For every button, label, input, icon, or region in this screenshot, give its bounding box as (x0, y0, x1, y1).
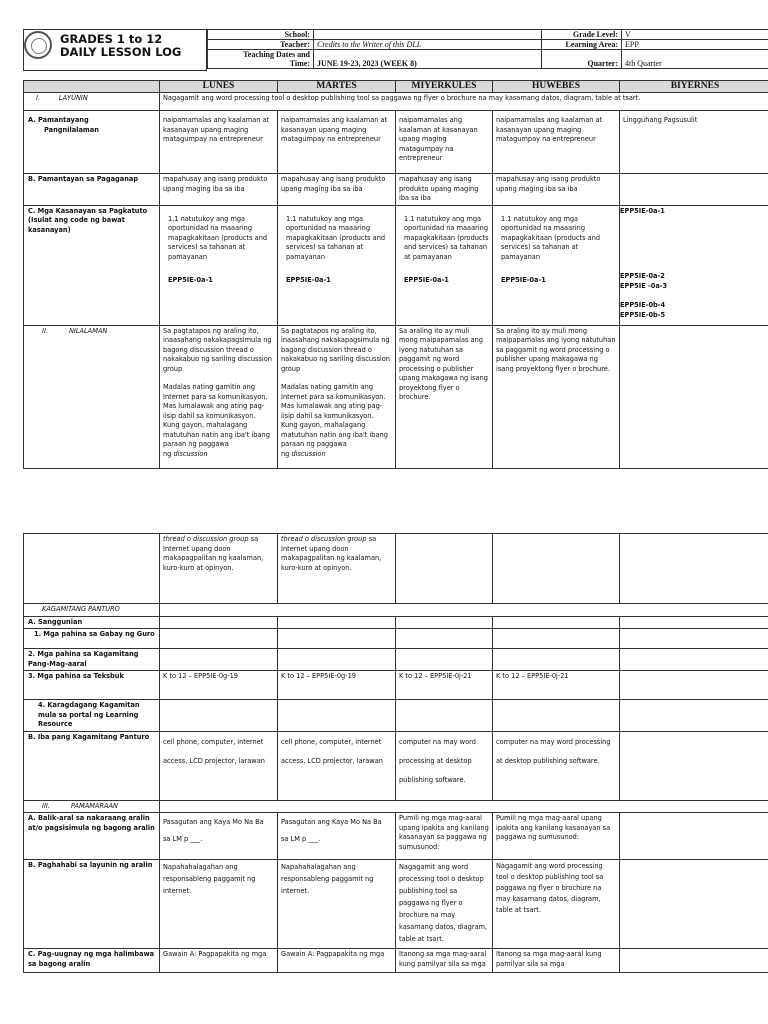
iba-martes-line-2: access, LCD projector, larawan (281, 756, 383, 765)
kasanayan-code-biyernes-2: EPP5IE-0a-2 (620, 272, 665, 280)
kpm-huwebes (493, 649, 620, 671)
teksbuk-row (24, 671, 768, 700)
cont-lunes-italic: thread o discussion group (163, 535, 249, 543)
nilalaman-martes-p3a: ng (281, 449, 292, 458)
school-label: School: (208, 30, 314, 40)
balik-aral-label: A. Balik-aral sa nakaraang aralin at/o pagsisimula ng bagong aralin (24, 813, 160, 860)
grade-level-value: V (622, 30, 768, 40)
gabay-row (24, 629, 768, 649)
nilalaman-lunes-p3a: ng (163, 449, 174, 458)
iba-pang-kagamitan-label: B. Iba pang Kagamitang Panturo (24, 731, 160, 800)
pamantayang-pangnilalaman-label-line-2: Pangnilalaman (44, 125, 99, 134)
day-header-miyerkules: MIYERKULES (396, 81, 493, 93)
school-value (314, 30, 542, 40)
quarter-value: 4th Quarter (622, 50, 768, 69)
pamantayan-sa-pagaganap-lunes: mapahusay ang isang produkto upang maging iba sa iba (160, 174, 278, 206)
kasanayan-code-miyerkules: EPP5IE-0a-1 (404, 276, 449, 284)
sanggunian-miyerkules (396, 616, 493, 629)
iba-huwebes-line-1: computer na may word processing (496, 737, 611, 746)
pag-uugnay-huwebes: Itanong sa mga mag-aaral kung pamilyar sila sa mga (493, 949, 620, 973)
deped-seal-logo (24, 31, 52, 59)
mga-kasanayan-miyerkules (396, 205, 493, 325)
mga-kasanayan-lunes (160, 205, 278, 325)
pag-uugnay-label: C. Pag-uugnay ng mga halimbawa sa bagong aralin (24, 949, 160, 973)
nilalaman-continued-miyerkules (396, 534, 493, 604)
nilalaman-huwebes: Sa araling ito ay muli mong maipapamalas ang iyong natutuhan sa paggamit ng word processing o publisher upang makagawa ng isang proyektong flyer o brochure. (493, 325, 620, 468)
pamantayan-sa-pagaganap-biyernes (620, 174, 768, 206)
nilalaman-lunes (160, 325, 278, 468)
balik-aral-martes (278, 813, 396, 860)
kasanayan-code-biyernes-4: EPP5IE-0b-4 (620, 301, 666, 309)
title-line-1: GRADES 1 to 12 (60, 32, 163, 46)
pamantayang-pangnilalaman-huwebes: naipamamalas ang kaalaman at kasanayan upang maging matagumpay na entrepreneur (493, 111, 620, 174)
mga-kasanayan-biyernes (620, 205, 768, 325)
teksbuk-martes: K to 12 – EPP5IE-0g-19 (278, 671, 396, 700)
mga-kasanayan-martes (278, 205, 396, 325)
kpm-miyerkules (396, 649, 493, 671)
sanggunian-martes (278, 616, 396, 629)
kasanayan-code-martes: EPP5IE-0a-1 (286, 276, 331, 284)
teaching-dates-value: JUNE 19-23, 2023 (WEEK 8) (314, 50, 542, 69)
iba-pang-kagamitan-lunes (160, 731, 278, 800)
pamantayang-pangnilalaman-label-line-1: A. Pamantayang (28, 116, 89, 124)
gabay-miyerkules (396, 629, 493, 649)
iba-miyerkules-line-1: computer na may word (399, 737, 476, 746)
day-header-biyernes: BIYERNES (620, 81, 768, 93)
layunin-row (24, 93, 768, 111)
nilalaman-martes (278, 325, 396, 468)
teksbuk-huwebes: K to 12 – EPP5IE-0j-21 (493, 671, 620, 700)
learning-area-value: EPP (622, 40, 768, 50)
nilalaman-label: II. NILALAMAN (24, 325, 160, 468)
iba-lunes-line-1: cell phone, computer, internet (163, 737, 264, 746)
kasanayan-text-huwebes: 1.1 natutukoy ang mga oportunidad na maaaring mapagkakitaan (products and services) sa tahanan at pamayanan (501, 214, 601, 261)
mga-kasanayan-row (24, 205, 768, 325)
balik-aral-miyerkules: Pumili ng mga mag-aaral upang ipakita ang kanilang kasanayan sa paggawa ng sumusunod: (396, 813, 493, 860)
pamantayan-sa-pagaganap-martes: mapahusay ang isang produkto upang maging iba sa iba (278, 174, 396, 206)
paghahabi-label: B. Paghahabi sa layunin ng aralin (24, 860, 160, 949)
document-title (60, 33, 181, 59)
paghahabi-huwebes: Nagagamit ang word processing tool o desktop publishing tool sa paggawa ng flyer o brochure na may kasamang datos, diagram, table at tsart. (493, 860, 620, 949)
pag-uugnay-row (24, 949, 768, 973)
kk-martes (278, 700, 396, 732)
kpm-biyernes (620, 649, 768, 671)
teacher-value: Credits to the Writer of this DLL (314, 40, 542, 50)
day-header-row (24, 81, 768, 93)
day-header-martes: MARTES (278, 81, 396, 93)
iba-huwebes-line-2: at desktop publishing software. (496, 756, 600, 765)
sanggunian-label: A. Sanggunian (24, 616, 160, 629)
mga-kasanayan-huwebes (493, 205, 620, 325)
pamantayang-pangnilalaman-lunes: naipamamalas ang kaalaman at kasanayan upang maging matagumpay na entrepreneur (160, 111, 278, 174)
paghahabi-lunes: Napahahalagahan ang responsableng paggamit ng internet. (160, 860, 278, 949)
pamantayang-pangnilalaman-label (24, 111, 160, 174)
nilalaman-lunes-p3b: discussion (173, 449, 208, 458)
quarter-label: Quarter: (542, 50, 622, 69)
iba-miyerkules-line-3: publishing software. (399, 775, 466, 784)
paghahabi-miyerkules: Nagagamit ang word processing tool o desktop publishing tool sa paggawa ng flyer o brochure na may kasamang datos, diagram, table at tsart. (396, 860, 493, 949)
mga-kasanayan-label: C. Mga Kasanayan sa Pagkatuto (Isulat ang code ng bawat kasanayan) (24, 205, 160, 325)
iba-pang-kagamitan-huwebes (493, 731, 620, 800)
kasanayan-text-lunes: 1.1 natutukoy ang mga oportunidad na maaaring mapagkakitaan (products and services) sa tahanan at pamayanan (168, 214, 268, 261)
pamantayan-sa-pagaganap-miyerkules: mapahusay ang isang produkto upang maging iba sa iba (396, 174, 493, 206)
teaching-dates-label (208, 50, 314, 69)
paghahabi-row (24, 860, 768, 949)
pag-uugnay-lunes: Gawain A: Pagpapakita ng mga (160, 949, 278, 973)
iba-miyerkules-line-2: processing at desktop (399, 756, 472, 765)
pamantayang-pangnilalaman-miyerkules: naipamamalas ang kaalaman at kasanayan upang maging matagumpay na entrepreneur (396, 111, 493, 174)
nilalaman-martes-p3b: discussion (291, 449, 326, 458)
kasanayan-code-biyernes-3: EPP5IE -0a-3 (620, 281, 668, 290)
kagamitang-panturo-label: KAGAMITANG PANTURO (24, 604, 160, 617)
kagamitang-panturo-span (160, 604, 768, 617)
iba-martes-line-1: cell phone, computer, internet (281, 737, 382, 746)
sanggunian-lunes (160, 616, 278, 629)
balik-aral-biyernes (620, 813, 768, 860)
kk-biyernes (620, 700, 768, 732)
nilalaman-martes-p1: Sa pagtatapos ng araling ito, inaasahang nakakapagsimula ng bagong discussion thread o nakakabuo ng sariling discussion group (281, 326, 390, 373)
teaching-dates-label-line-2: Time: (289, 59, 310, 68)
balik-lunes-line-1: Pasagutan ang Kaya Mo Na Ba (163, 818, 264, 826)
iba-lunes-line-2: access, LCD projector, larawan (163, 756, 265, 765)
sanggunian-huwebes (493, 616, 620, 629)
kk-lunes (160, 700, 278, 732)
iba-pang-kagamitan-martes (278, 731, 396, 800)
lesson-log-table-page-2 (23, 533, 768, 973)
sanggunian-row (24, 616, 768, 629)
pamantayang-pangnilalaman-row (24, 111, 768, 174)
pamamaraan-span (160, 800, 768, 813)
pag-uugnay-miyerkules: Itanong sa mga mag-aaral kung pamilyar sila sa mga (396, 949, 493, 973)
kpm-lunes (160, 649, 278, 671)
paghahabi-biyernes (620, 860, 768, 949)
nilalaman-biyernes (620, 325, 768, 468)
nilalaman-continued-lunes (160, 534, 278, 604)
nilalaman-lunes-p1: Sa pagtatapos ng araling ito, inaasahang nakakapagsimula ng bagong discussion thread o nakakabuo ng sariling discussion group (163, 326, 272, 373)
teksbuk-label: 3. Mga pahina sa Teksbuk (24, 671, 160, 700)
gabay-label: 1. Mga pahina sa Gabay ng Guro (24, 629, 160, 649)
lesson-log-table-page-1 (23, 80, 768, 469)
layunin-label: I. LAYUNIN (24, 93, 160, 111)
nilalaman-lunes-p2: Madalas nating gamitin ang Internet para sa komunikasyon. Mas lumalawak ang ating pag-iisip dahil sa komunikasyon. Kung gayon, mahalagang matutuhan natin ang iba't ibang paraan ng paggawa (163, 383, 270, 448)
kagamitang-pang-mag-aaral-row (24, 649, 768, 671)
day-header-lunes: LUNES (160, 81, 278, 93)
kasanayan-code-huwebes: EPP5IE-0a-1 (501, 276, 546, 284)
continued-label (24, 534, 160, 604)
kagamitang-pang-mag-aaral-label: 2. Mga pahina sa Kagamitang Pang-Mag-aaral (24, 649, 160, 671)
header-info-table (207, 29, 768, 69)
pamamaraan-row (24, 800, 768, 813)
kk-huwebes (493, 700, 620, 732)
pag-uugnay-biyernes (620, 949, 768, 973)
iba-pang-kagamitan-miyerkules (396, 731, 493, 800)
pamantayan-sa-pagaganap-label: B. Pamantayan sa Pagaganap (24, 174, 160, 206)
karagdagang-kagamitan-row (24, 700, 768, 732)
nilalaman-continued-row (24, 534, 768, 604)
balik-aral-lunes (160, 813, 278, 860)
teacher-label: Teacher: (208, 40, 314, 50)
learning-area-label: Learning Area: (542, 40, 622, 50)
teksbuk-lunes: K to 12 – EPP5IE-0g-19 (160, 671, 278, 700)
pamantayan-sa-pagaganap-row (24, 174, 768, 206)
iba-pang-kagamitan-row (24, 731, 768, 800)
pamantayan-sa-pagaganap-huwebes: mapahusay ang isang produkto upang maging iba sa iba (493, 174, 620, 206)
nilalaman-row (24, 325, 768, 468)
sanggunian-biyernes (620, 616, 768, 629)
nilalaman-martes-p2: Madalas nating gamitin ang Internet para sa komunikasyon. Mas lumalawak ang ating pag-iisip dahil sa komunikasyon. Kung gayon, mahalagang matutuhan natin ang iba't ibang paraan ng paggawa (281, 383, 388, 448)
nilalaman-miyerkules: Sa araling ito ay muli mong maipapamalas ang iyong natutuhan sa paggamit ng word processing o publisher upang makagawa ng isang proyektong flyer o brochure. (396, 325, 493, 468)
balik-martes-line-1: Pasagutan ang Kaya Mo Na Ba (281, 818, 382, 826)
cont-martes-italic: thread o discussion group (281, 535, 367, 543)
nilalaman-continued-martes (278, 534, 396, 604)
teksbuk-miyerkules: K to 12 – EPP5IE-0j-21 (396, 671, 493, 700)
pamantayang-pangnilalaman-martes: naipamamalas ang kaalaman at kasanayan upang maging matagumpay na entrepreneur (278, 111, 396, 174)
kk-miyerkules (396, 700, 493, 732)
gabay-huwebes (493, 629, 620, 649)
balik-martes-line-2: sa LM p ___. (281, 835, 321, 843)
cont-lunes-rest: sa Internet upang doon makapagpalitan ng kaalaman, kuro-kuro at opinyon. (163, 535, 264, 572)
pamantayang-pangnilalaman-biyernes: Lingguhang Pagsusulit (620, 111, 768, 174)
pamamaraan-label: III. PAMAMARAAN (24, 800, 160, 813)
teaching-dates-label-line-1: Teaching Dates and (243, 50, 310, 59)
gabay-lunes (160, 629, 278, 649)
kasanayan-code-biyernes-5: EPP5IE-0b-5 (620, 310, 666, 319)
kagamitang-panturo-row (24, 604, 768, 617)
day-header-huwebes: HUWEBES (493, 81, 620, 93)
kpm-martes (278, 649, 396, 671)
iba-pang-kagamitan-biyernes (620, 731, 768, 800)
balik-aral-huwebes: Pumili ng mga mag-aaral upang ipakita ang kanilang kasanayan sa paggawa ng sumusunod: (493, 813, 620, 860)
balik-aral-row (24, 813, 768, 860)
kasanayan-text-martes: 1.1 natutukoy ang mga oportunidad na maaaring mapagkakitaan (products and services) sa tahanan at pamayanan (286, 214, 386, 261)
teksbuk-biyernes (620, 671, 768, 700)
kasanayan-code-biyernes-1: EPP5IE-0a-1 (620, 206, 665, 215)
layunin-text: Nagagamit ang word processing tool o desktop publishing tool sa paggawa ng flyer o brochure na may kasamang datos, diagram, table at tsart. (160, 93, 768, 111)
title-line-2: DAILY LESSON LOG (60, 45, 182, 59)
cont-martes-rest: sa Internet upang doon makapagpalitan ng kaalaman, kuro-kuro at opinyon. (281, 535, 382, 572)
karagdagang-kagamitan-label: 4. Karagdagang Kagamitan mula sa portal ng Learning Resource (24, 700, 160, 732)
nilalaman-continued-huwebes (493, 534, 620, 604)
pag-uugnay-martes: Gawain A: Pagpapakita ng mga (278, 949, 396, 973)
grade-level-label: Grade Level: (542, 30, 622, 40)
kasanayan-code-lunes: EPP5IE-0a-1 (168, 276, 213, 284)
balik-lunes-line-2: sa LM p ___. (163, 835, 203, 843)
paghahabi-martes: Napahahalagahan ang responsableng paggamit ng internet. (278, 860, 396, 949)
nilalaman-continued-biyernes (620, 534, 768, 604)
corner-cell (24, 81, 160, 93)
gabay-martes (278, 629, 396, 649)
gabay-biyernes (620, 629, 768, 649)
kasanayan-text-miyerkules: 1.1 natutukoy ang mga oportunidad na maaaring mapagkakitaan (products and services) sa tahanan at pamayanan (404, 214, 489, 261)
